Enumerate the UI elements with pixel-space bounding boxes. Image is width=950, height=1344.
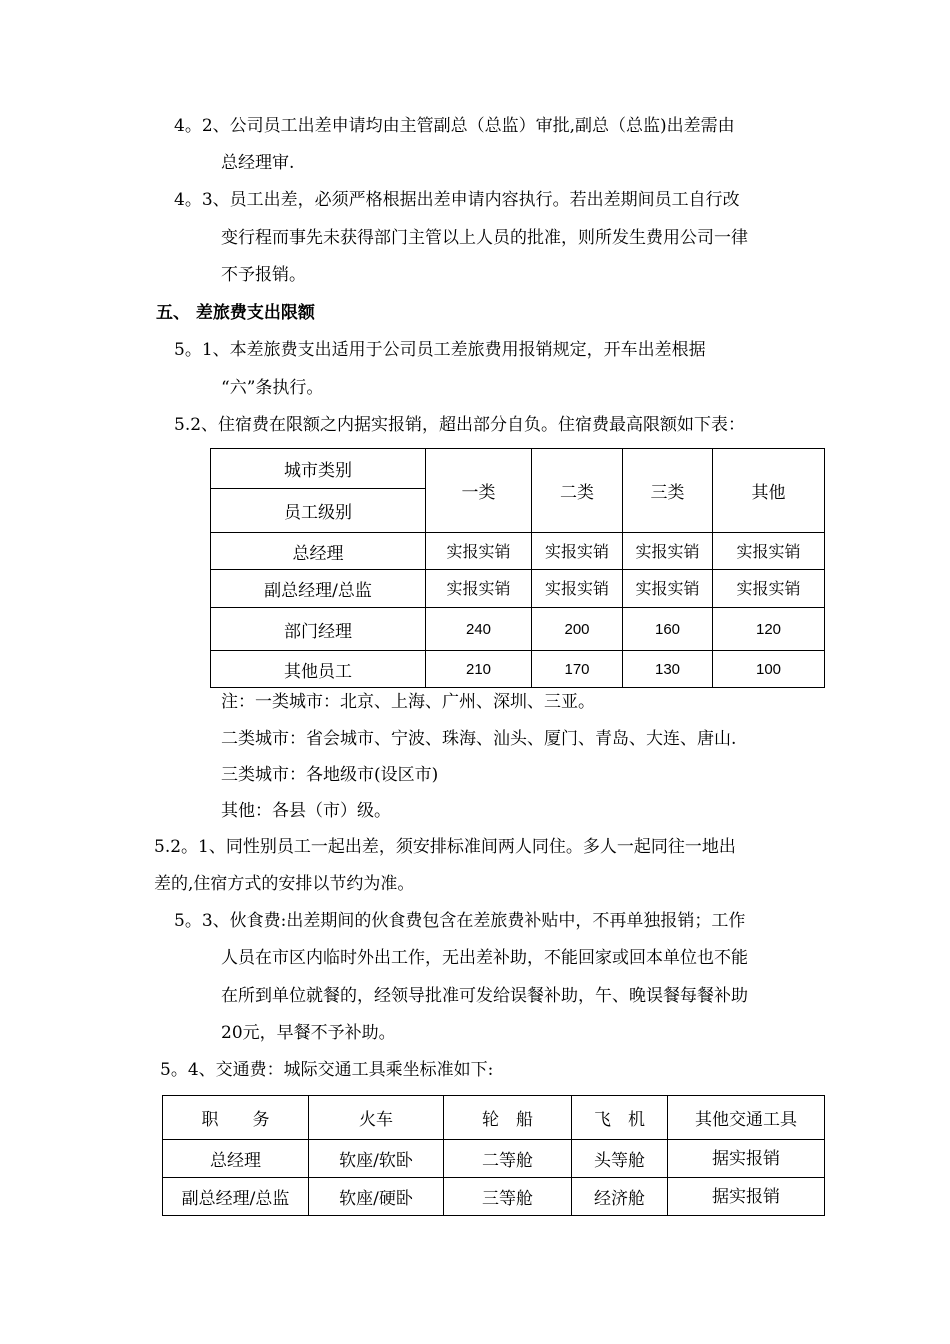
header-city-category: 城市类别 (211, 449, 426, 489)
table-cell: 据实报销 (668, 1178, 825, 1216)
table-cell: 头等舱 (572, 1140, 668, 1178)
table-cell: 软座/硬卧 (309, 1178, 444, 1216)
table-cell: 经济舱 (572, 1178, 668, 1216)
table-header-row (163, 1096, 825, 1140)
paragraph-5-3: 5。3、伙食费:出差期间的伙食费包含在差旅费补贴中，不再单独报销；工作 (174, 911, 746, 931)
paragraph-5-3-line-2: 人员在市区内临时外出工作，无出差补助，不能回家或回本单位也不能 (221, 948, 748, 968)
note-class-3-cities: 三类城市：各地级市(设区市) (221, 765, 439, 785)
table-row (211, 608, 825, 651)
note-class-1-cities: 注：一类城市：北京、上海、广州、深圳、三亚。 (221, 692, 595, 712)
column-header-class-2: 二类 (532, 449, 623, 533)
table-cell: 实报实销 (426, 570, 532, 608)
table-cell: 实报实销 (532, 570, 623, 608)
table-cell: 210 (426, 651, 532, 688)
column-header-other: 其他 (713, 449, 825, 533)
table-row (211, 651, 825, 688)
column-header-class-3: 三类 (623, 449, 713, 533)
paragraph-4-2-cont: 总经理审. (221, 153, 295, 173)
lodging-limit-table (210, 448, 825, 688)
table-cell: 实报实销 (532, 533, 623, 570)
paragraph-5-4: 5。4、交通费：城际交通工具乘坐标准如下: (160, 1060, 494, 1080)
row-label: 总经理 (163, 1140, 309, 1178)
table-cell: 据实报销 (668, 1140, 825, 1178)
table-cell: 实报实销 (623, 570, 713, 608)
paragraph-5-3-line-3: 在所到单位就餐的，经领导批准可发给误餐补助，午、晚误餐每餐补助 (221, 986, 748, 1006)
row-label: 其他员工 (211, 651, 426, 688)
column-header-other-transport: 其他交通工具 (668, 1096, 825, 1140)
row-label: 副总经理/总监 (211, 570, 426, 608)
paragraph-5-2: 5.2、住宿费在限额之内据实报销，超出部分自负。住宿费最高限额如下表： (174, 415, 746, 435)
paragraph-4-3-end: 不予报销。 (221, 265, 306, 285)
paragraph-5-2-1: 5.2。1、同性别员工一起出差，须安排标准间两人同住。多人一起同往一地出 (154, 837, 736, 857)
note-class-2-cities: 二类城市：省会城市、宁波、珠海、汕头、厦门、青岛、大连、唐山. (221, 729, 737, 749)
row-label: 总经理 (211, 533, 426, 570)
header-employee-level: 员工级别 (211, 489, 426, 533)
table-cell: 实报实销 (713, 533, 825, 570)
table-cell: 120 (713, 608, 825, 651)
section-heading-5: 五、 差旅费支出限额 (156, 303, 315, 323)
transport-standard-table (162, 1095, 825, 1216)
column-header-class-1: 一类 (426, 449, 532, 533)
table-row (163, 1178, 825, 1216)
table-row (211, 533, 825, 570)
paragraph-4-2: 4。2、公司员工出差申请均由主管副总（总监）审批,副总（总监)出差需由 (174, 116, 735, 136)
column-header-train: 火车 (309, 1096, 444, 1140)
table-cell: 二等舱 (444, 1140, 572, 1178)
paragraph-5-1: 5。1、本差旅费支出适用于公司员工差旅费用报销规定，开车出差根据 (174, 340, 706, 360)
table-cell: 实报实销 (713, 570, 825, 608)
table-cell: 130 (623, 651, 713, 688)
table-row (211, 570, 825, 608)
note-other-cities: 其他：各县（市）级。 (221, 801, 391, 821)
table-cell: 170 (532, 651, 623, 688)
table-cell: 实报实销 (426, 533, 532, 570)
row-label: 部门经理 (211, 608, 426, 651)
table-cell: 100 (713, 651, 825, 688)
column-header-plane: 飞 机 (572, 1096, 668, 1140)
paragraph-5-3-line-4: 20元，早餐不予补助。 (221, 1023, 396, 1043)
column-header-position: 职 务 (163, 1096, 309, 1140)
table-cell: 240 (426, 608, 532, 651)
paragraph-4-3: 4。3、员工出差，必须严格根据出差申请内容执行。若出差期间员工自行改 (174, 190, 740, 210)
column-header-ship: 轮 船 (444, 1096, 572, 1140)
paragraph-5-1-cont: “六”条执行。 (221, 378, 324, 398)
table-cell: 三等舱 (444, 1178, 572, 1216)
table-row (163, 1140, 825, 1178)
table-cell: 200 (532, 608, 623, 651)
paragraph-4-3-cont: 变行程而事先未获得部门主管以上人员的批准，则所发生费用公司一律 (221, 228, 748, 248)
paragraph-5-2-1-cont: 差的,住宿方式的安排以节约为准。 (154, 874, 415, 894)
table-cell: 软座/软卧 (309, 1140, 444, 1178)
table-cell: 实报实销 (623, 533, 713, 570)
row-label: 副总经理/总监 (163, 1178, 309, 1216)
table-cell: 160 (623, 608, 713, 651)
